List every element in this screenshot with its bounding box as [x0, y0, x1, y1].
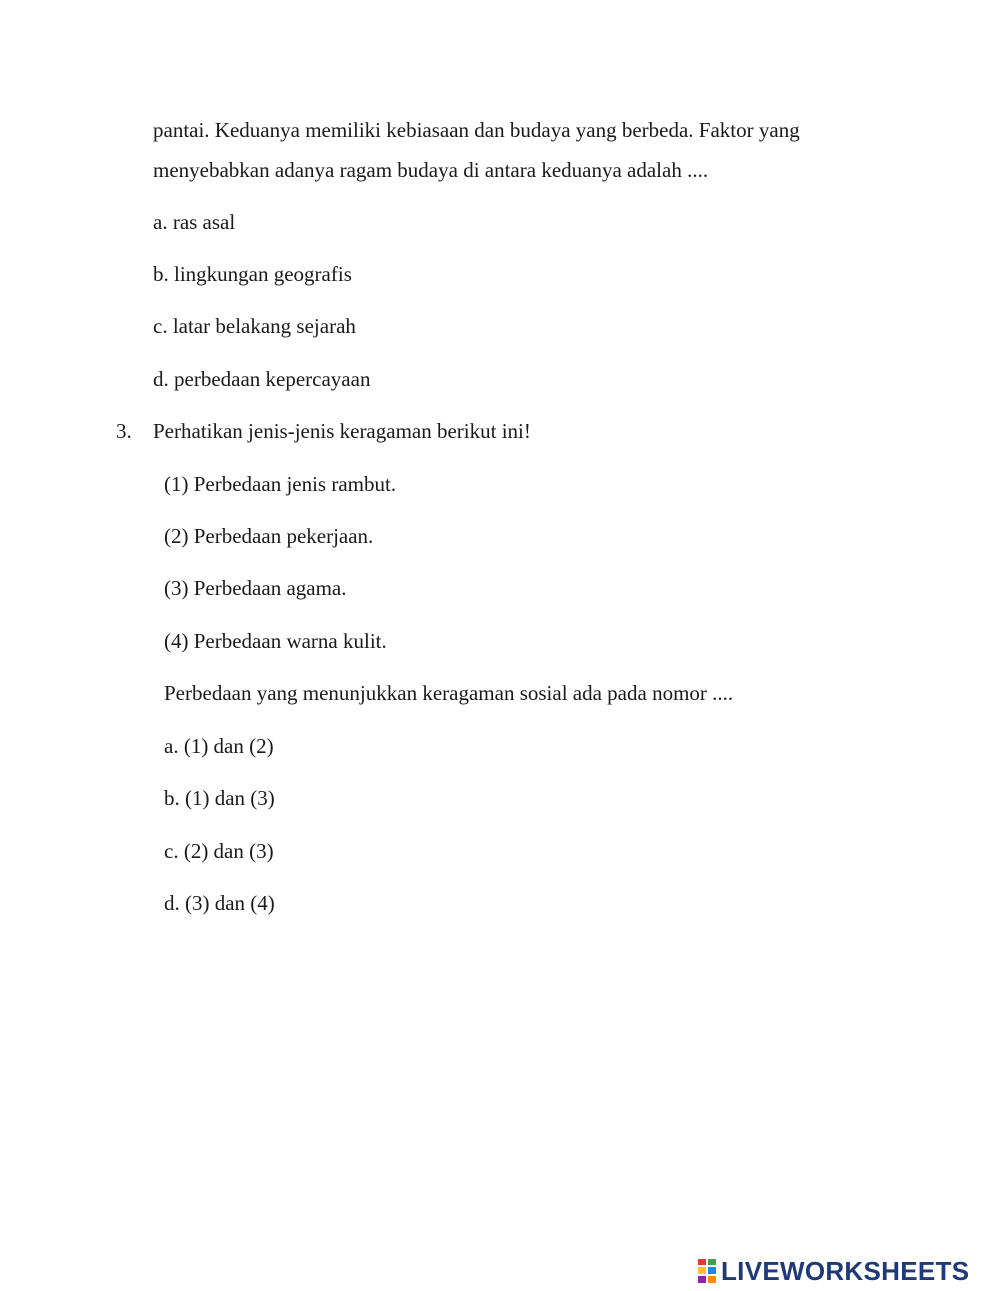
q3-item-3: (3) Perbedaan agama.	[164, 576, 347, 600]
q2-stem-line-2: menyebabkan adanya ragam budaya di antara keduanya adalah ....	[153, 158, 709, 182]
liveworksheets-logo	[697, 1255, 969, 1287]
q3-item-4: (4) Perbedaan warna kulit.	[164, 629, 387, 653]
q3-number: 3.	[116, 419, 132, 443]
q2-stem-line-1: pantai. Keduanya memiliki kebiasaan dan budaya yang berbeda. Faktor yang	[153, 118, 800, 142]
q3-item-2: (2) Perbedaan pekerjaan.	[164, 524, 374, 548]
q3-prompt: Perbedaan yang menunjukkan keragaman sosial ada pada nomor ....	[164, 681, 734, 705]
q3-item-1: (1) Perbedaan jenis rambut.	[164, 472, 397, 496]
q2-option-b[interactable]: b. lingkungan geografis	[153, 262, 352, 286]
logo-text: LIVEWORKSHEETS	[721, 1256, 970, 1286]
q3-option-b[interactable]: b. (1) dan (3)	[164, 786, 275, 810]
q2-option-d[interactable]: d. perbedaan kepercayaan	[153, 367, 371, 391]
q2-option-a[interactable]: a. ras asal	[153, 210, 236, 234]
q2-option-c[interactable]: c. latar belakang sejarah	[153, 314, 356, 338]
q3-option-d[interactable]: d. (3) dan (4)	[164, 891, 275, 915]
q3-option-a[interactable]: a. (1) dan (2)	[164, 734, 274, 758]
q3-stem: Perhatikan jenis-jenis keragaman berikut ini!	[153, 419, 531, 443]
q3-option-c[interactable]: c. (2) dan (3)	[164, 839, 274, 863]
logo-blocks-icon	[697, 1258, 717, 1284]
